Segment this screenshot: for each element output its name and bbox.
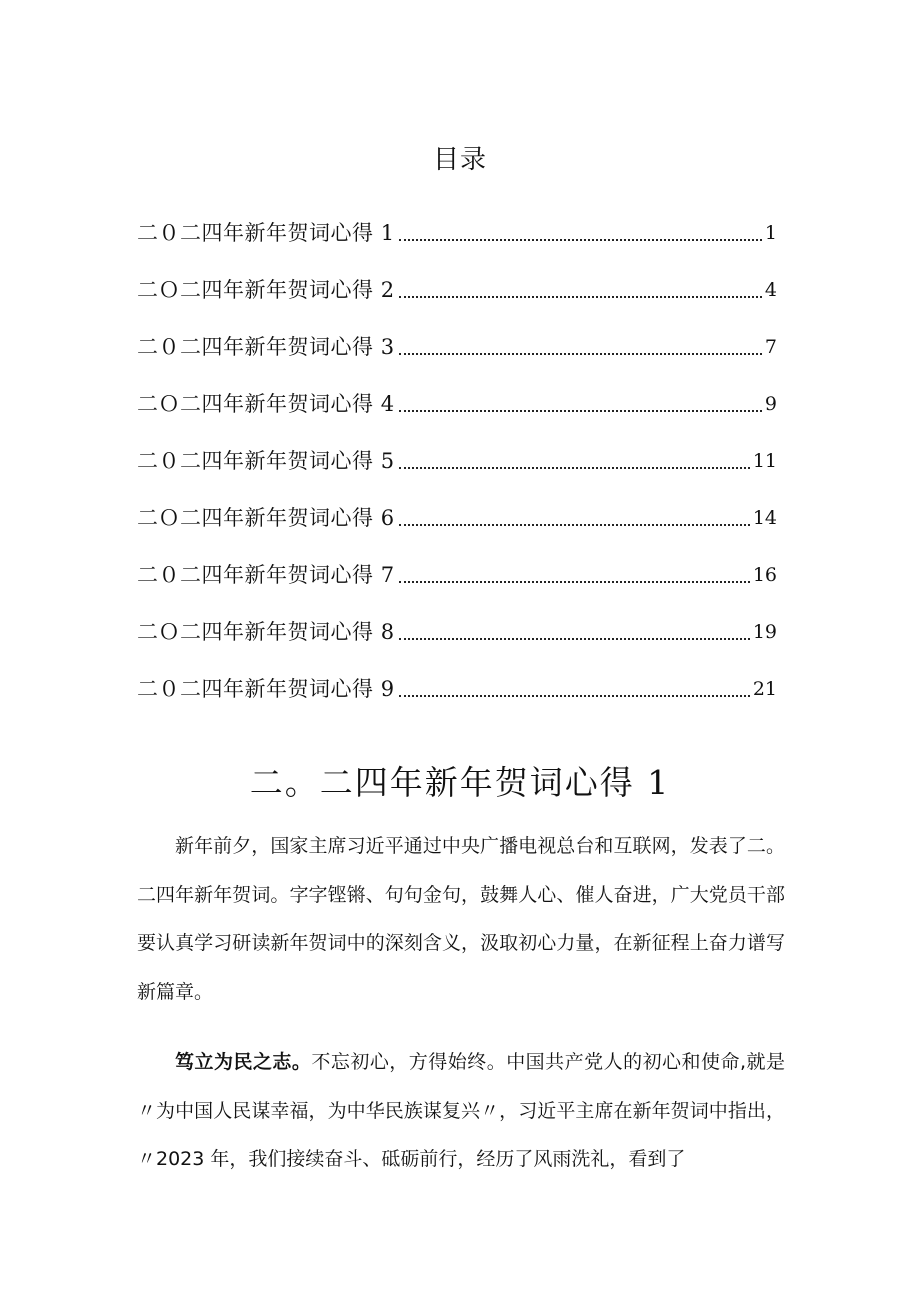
toc-entry-label <box>137 505 395 531</box>
toc-entry-label <box>137 391 395 417</box>
toc-entry-text: 二０二四年新年贺词心得 <box>137 335 374 359</box>
toc-entry[interactable] <box>137 257 777 314</box>
paragraph-body-text: 不忘初心，方得始终。中国共产党人的初心和使命,就是〃为中国人民谋幸福，为中华民族谋复兴〃，习近平主席在新年贺词中指出，〃2023 年，我们接续奋斗、砥砺前行，经历了风雨洗礼，看到了 <box>137 1051 785 1170</box>
toc-page-number: 7 <box>764 336 777 358</box>
toc-entry-text: 二０二四年新年贺词心得 <box>137 677 374 701</box>
toc-entry-label <box>137 220 395 246</box>
toc-page-number: 14 <box>752 507 777 529</box>
toc-entry-text: 二０二四年新年贺词心得 <box>137 449 374 473</box>
toc-dot-leader <box>399 524 750 526</box>
toc-dot-leader <box>399 638 750 640</box>
paragraph-lead-phrase: 笃立为民之志。 <box>175 1051 312 1073</box>
toc-dot-leader <box>399 467 750 469</box>
toc-page-number: 21 <box>752 678 777 700</box>
body-paragraph-second <box>137 1038 785 1184</box>
toc-page-number: 16 <box>752 564 777 586</box>
toc-entry-text: 二Ｏ二四年新年贺词心得 <box>137 506 374 530</box>
toc-dot-leader <box>399 239 762 241</box>
toc-entry-number: 1 <box>380 221 395 245</box>
toc-entry-number: 8 <box>380 620 395 644</box>
toc-dot-leader <box>399 581 750 583</box>
toc-entry-number: 9 <box>380 677 395 701</box>
toc-entry[interactable] <box>137 485 777 542</box>
toc-entry-text: 二０二四年新年贺词心得 <box>137 563 374 587</box>
toc-entry[interactable] <box>137 542 777 599</box>
toc-title: 目录 <box>432 145 487 175</box>
toc-entry[interactable] <box>137 599 777 656</box>
table-of-contents <box>137 200 777 713</box>
toc-entry[interactable] <box>137 656 777 713</box>
toc-entry-label <box>137 277 395 303</box>
toc-page-number: 4 <box>764 279 777 301</box>
toc-entry-label <box>137 676 395 702</box>
toc-entry-number: 4 <box>380 392 395 416</box>
toc-entry[interactable] <box>137 200 777 257</box>
toc-entry-text: 二Ｏ二四年新年贺词心得 <box>137 620 374 644</box>
toc-entry-number: 6 <box>380 506 395 530</box>
toc-entry-number: 3 <box>380 335 395 359</box>
toc-page-number: 19 <box>752 621 777 643</box>
toc-entry-label <box>137 334 395 360</box>
toc-entry-number: 5 <box>380 449 395 473</box>
toc-dot-leader <box>399 695 750 697</box>
toc-dot-leader <box>399 296 762 298</box>
toc-entry-label <box>137 448 395 474</box>
toc-page-number: 11 <box>752 450 777 472</box>
toc-entry-number: 2 <box>380 278 395 302</box>
toc-dot-leader <box>399 353 762 355</box>
toc-page-number: 1 <box>764 222 777 244</box>
section-heading: 二。二四年新年贺词心得 1 <box>249 763 671 803</box>
body-paragraph-intro: 新年前夕，国家主席习近平通过中央广播电视总台和互联网，发表了二。二四年新年贺词。字字铿锵、句句金句，鼓舞人心、催人奋进，广大党员干部要认真学习研读新年贺词中的深刻含义，汲取初心力量，在新征程上奋力谱写新篇章。 <box>137 835 785 1003</box>
toc-entry[interactable] <box>137 428 777 485</box>
toc-dot-leader <box>399 410 762 412</box>
toc-entry[interactable] <box>137 314 777 371</box>
toc-entry-label <box>137 619 395 645</box>
toc-entry-label <box>137 562 395 588</box>
toc-entry[interactable] <box>137 371 777 428</box>
toc-entry-text: 二Ｏ二四年新年贺词心得 <box>137 278 374 302</box>
toc-entry-text: 二Ｏ二四年新年贺词心得 <box>137 392 374 416</box>
toc-entry-text: 二０二四年新年贺词心得 <box>137 221 374 245</box>
toc-entry-number: 7 <box>380 563 395 587</box>
toc-page-number: 9 <box>764 393 777 415</box>
